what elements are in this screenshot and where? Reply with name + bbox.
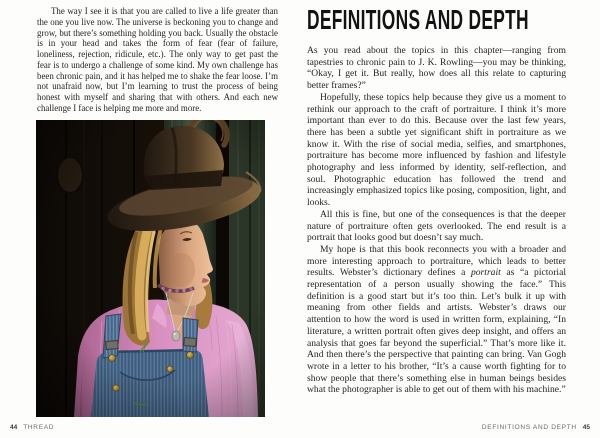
chapter-heading: DEFINITIONS AND DEPTH [307, 4, 529, 35]
portrait-photo-illustration [36, 120, 265, 417]
body-paragraph: As you read about the topics in this chapter—ranging from tapestries to chronic pain to J. K. Rowling—you may be thinking, “Okay, I get it. But really, how does all this relate to capturing better frames?” [307, 45, 566, 92]
right-page-number: 45 [582, 424, 590, 431]
left-page-footer [10, 424, 54, 431]
left-page-number: 44 [10, 424, 18, 431]
right-page [307, 6, 566, 396]
right-page-footer [482, 424, 590, 431]
portrait-photo [36, 120, 265, 417]
body-paragraph: Hopefully, these topics help because they give us a moment to rethink our approach to the craft of portraiture. I think it’s more important than ever to do this. Because over the last few years, there has been a subtle yet significant shift in portraiture as we know it. With the rise of social media, selfies, and smartphones, portraiture has become more influenced by fashion and lifestyle photography and less informed by identity, self-reflection, and soul. Photographic education has followed the trend and increasingly emphasized topics like posing, composition, light, and looks. [307, 91, 566, 209]
italic-term: portrait [470, 267, 501, 279]
paragraph-segment: My hope is that this book reconnects you with a broader and more interesting approach to portraiture, which leads to better results. Webster’s dictionary defines a [307, 243, 566, 279]
paragraph-segment: as “a pictorial representation of a person usually showing the face.” This definition is a good start but it’s too thin. Let’s bulk it up with meaning from other fields and artists. Webster’s draws our attention to how the word is used in written form, explaining, “In literature, a written portrait often gives deep insight, and offers an analysis that goes far beyond the superficial.” That’s more like it. And then there’s the perspective that painting can bring. Van Gogh wrote in a letter to his brother, “It’s a cause worth fighting for to show people that there’s something else in human beings besides what the photographer is able to get out of them with his machine.” [307, 267, 567, 396]
body-paragraph [307, 244, 566, 396]
running-head-right: DEFINITIONS AND DEPTH [481, 424, 577, 431]
left-page-body [37, 6, 278, 114]
running-head-left: THREAD [23, 424, 55, 431]
right-page-body [307, 45, 566, 396]
left-page-paragraph: The way I see it is that you are called to live a life greater than the one you live now. The universe is beckoning you to change and grow, but there’s something holding you back. Usually the obstacle is in your head and takes the form of fear (fear of failure, loneliness, rejection, ridicule, etc.). The only way to get past the fear is to undergo a challenge of some kind. My own challenge has been chronic pain, and it has helped me to shake the fear loose. I’m not unafraid now, but I’m learning to trust the process of being honest with myself and sharing that with others. And each new challenge I face is helping me more and more. [37, 6, 278, 113]
body-paragraph: All this is fine, but one of the consequences is that the deeper nature of portraiture often gets overlooked. The end result is a portrait that looks good but doesn’t say much. [307, 208, 566, 244]
